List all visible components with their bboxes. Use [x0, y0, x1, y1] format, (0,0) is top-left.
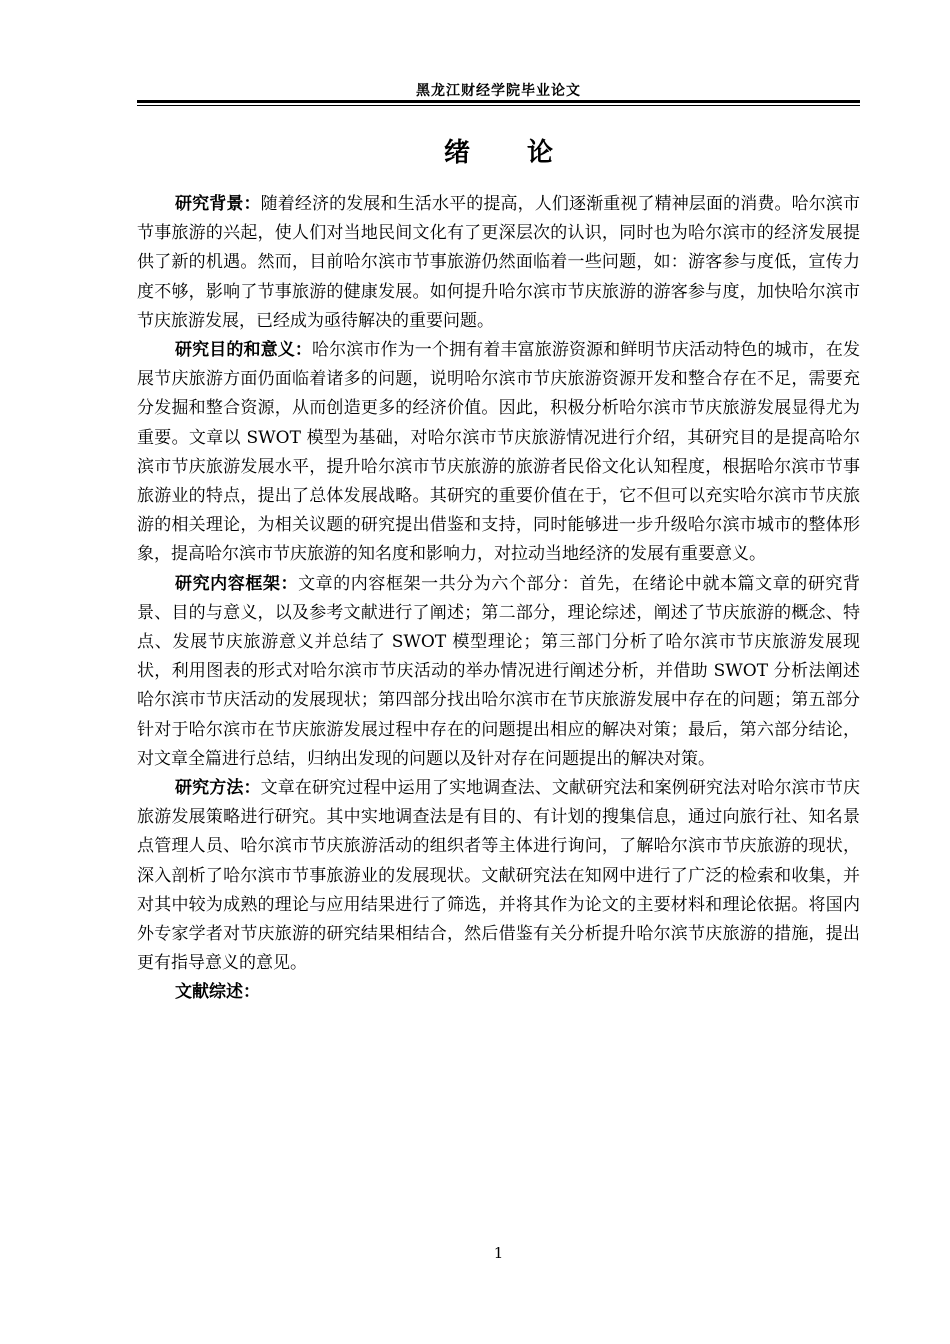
running-header: 黑龙江财经学院毕业论文	[416, 83, 581, 99]
paragraph-text: 随着经济的发展和生活水平的提高，人们逐渐重视了精神层面的消费。哈尔滨市节事旅游的兴起，使人们对当地民间文化有了更深层次的认识，同时也为哈尔滨市的经济发展提供了新的机遇。然而，目前哈尔滨市节事旅游仍然面临着一些问题，如：游客参与度低，宣传力度不够，影响了节事旅游的健康发展。如何提升哈尔滨市节庆旅游的游客参与度，加快哈尔滨市节庆旅游发展，已经成为亟待解决的重要问题。	[137, 194, 861, 331]
header-rule-thin	[137, 105, 860, 106]
paragraph-background	[137, 190, 860, 336]
paragraph-text: 文章在研究过程中运用了实地调查法、文献研究法和案例研究法对哈尔滨市节庆旅游发展策略进行研究。其中实地调查法是有目的、有计划的搜集信息，通过向旅行社、知名景点管理人员、哈尔滨市节庆旅游活动的组织者等主体进行询问，了解哈尔滨市节庆旅游的现状，深入剖析了哈尔滨市节事旅游业的发展现状。文献研究法在知网中进行了广泛的检索和收集，并对其中较为成熟的理论与应用结果进行了筛选，并将其作为论文的主要材料和理论依据。将国内外专家学者对节庆旅游的研究结果相结合，然后借鉴有关分析提升哈尔滨节庆旅游的措施，提出更有指导意义的意见。	[137, 778, 861, 974]
paragraph-label: 研究目的和意义：	[175, 340, 313, 361]
page-number: 1	[493, 1244, 504, 1262]
paragraph-literature-review	[137, 978, 860, 1007]
paragraph-framework	[137, 570, 860, 774]
body-text	[137, 190, 860, 1008]
paragraph-text: 哈尔滨市作为一个拥有着丰富旅游资源和鲜明节庆活动特色的城市，在发展节庆旅游方面仍面临着诸多的问题，说明哈尔滨市节庆旅游资源开发和整合存在不足，需要充分发掘和整合资源，从而创造更多的经济价值。因此，积极分析哈尔滨市节庆旅游发展显得尤为重要。文章以 SWOT 模型为基础，对哈尔滨市节庆旅游情况进行介绍，其研究目的是提高哈尔滨市节庆旅游发展水平，提升哈尔滨市节庆旅游的旅游者民俗文化认知程度，根据哈尔滨市节事旅游业的特点，提出了总体发展战略。其研究的重要价值在于，它不但可以充实哈尔滨市节庆旅游的相关理论，为相关议题的研究提出借鉴和支持，同时能够进一步升级哈尔滨市城市的整体形象，提高哈尔滨市节庆旅游的知名度和影响力，对拉动当地经济的发展有重要意义。	[137, 340, 861, 565]
paragraph-label: 研究内容框架：	[175, 573, 299, 594]
paragraph-label: 研究方法：	[175, 778, 261, 799]
header-rule-thick	[137, 100, 860, 103]
paragraph-purpose	[137, 336, 860, 570]
chapter-title: 绪 论	[443, 138, 554, 168]
paragraph-text: 文章的内容框架一共分为六个部分：首先，在绪论中就本篇文章的研究背景、目的与意义，以及参考文献进行了阐述；第二部分，理论综述，阐述了节庆旅游的概念、特点、发展节庆旅游意义并总结了 SWOT 模型理论；第三部门分析了哈尔滨市节庆旅游发展现状，利用图表的形式对哈尔滨市节庆活动的举办情况进行阐述分析，并借助 SWOT 分析法阐述哈尔滨市节庆活动的发展现状；第四部分找出哈尔滨市在节庆旅游发展中存在的问题；第五部分针对于哈尔滨市在节庆旅游发展过程中存在的问题提出相应的解决对策；最后，第六部分结论，对文章全篇进行总结，归纳出发现的问题以及针对存在问题提出的解决对策。	[137, 573, 861, 769]
paragraph-label: 研究背景：	[175, 194, 261, 214]
paragraph-label: 文献综述：	[175, 982, 260, 1003]
paragraph-methods	[137, 774, 860, 978]
